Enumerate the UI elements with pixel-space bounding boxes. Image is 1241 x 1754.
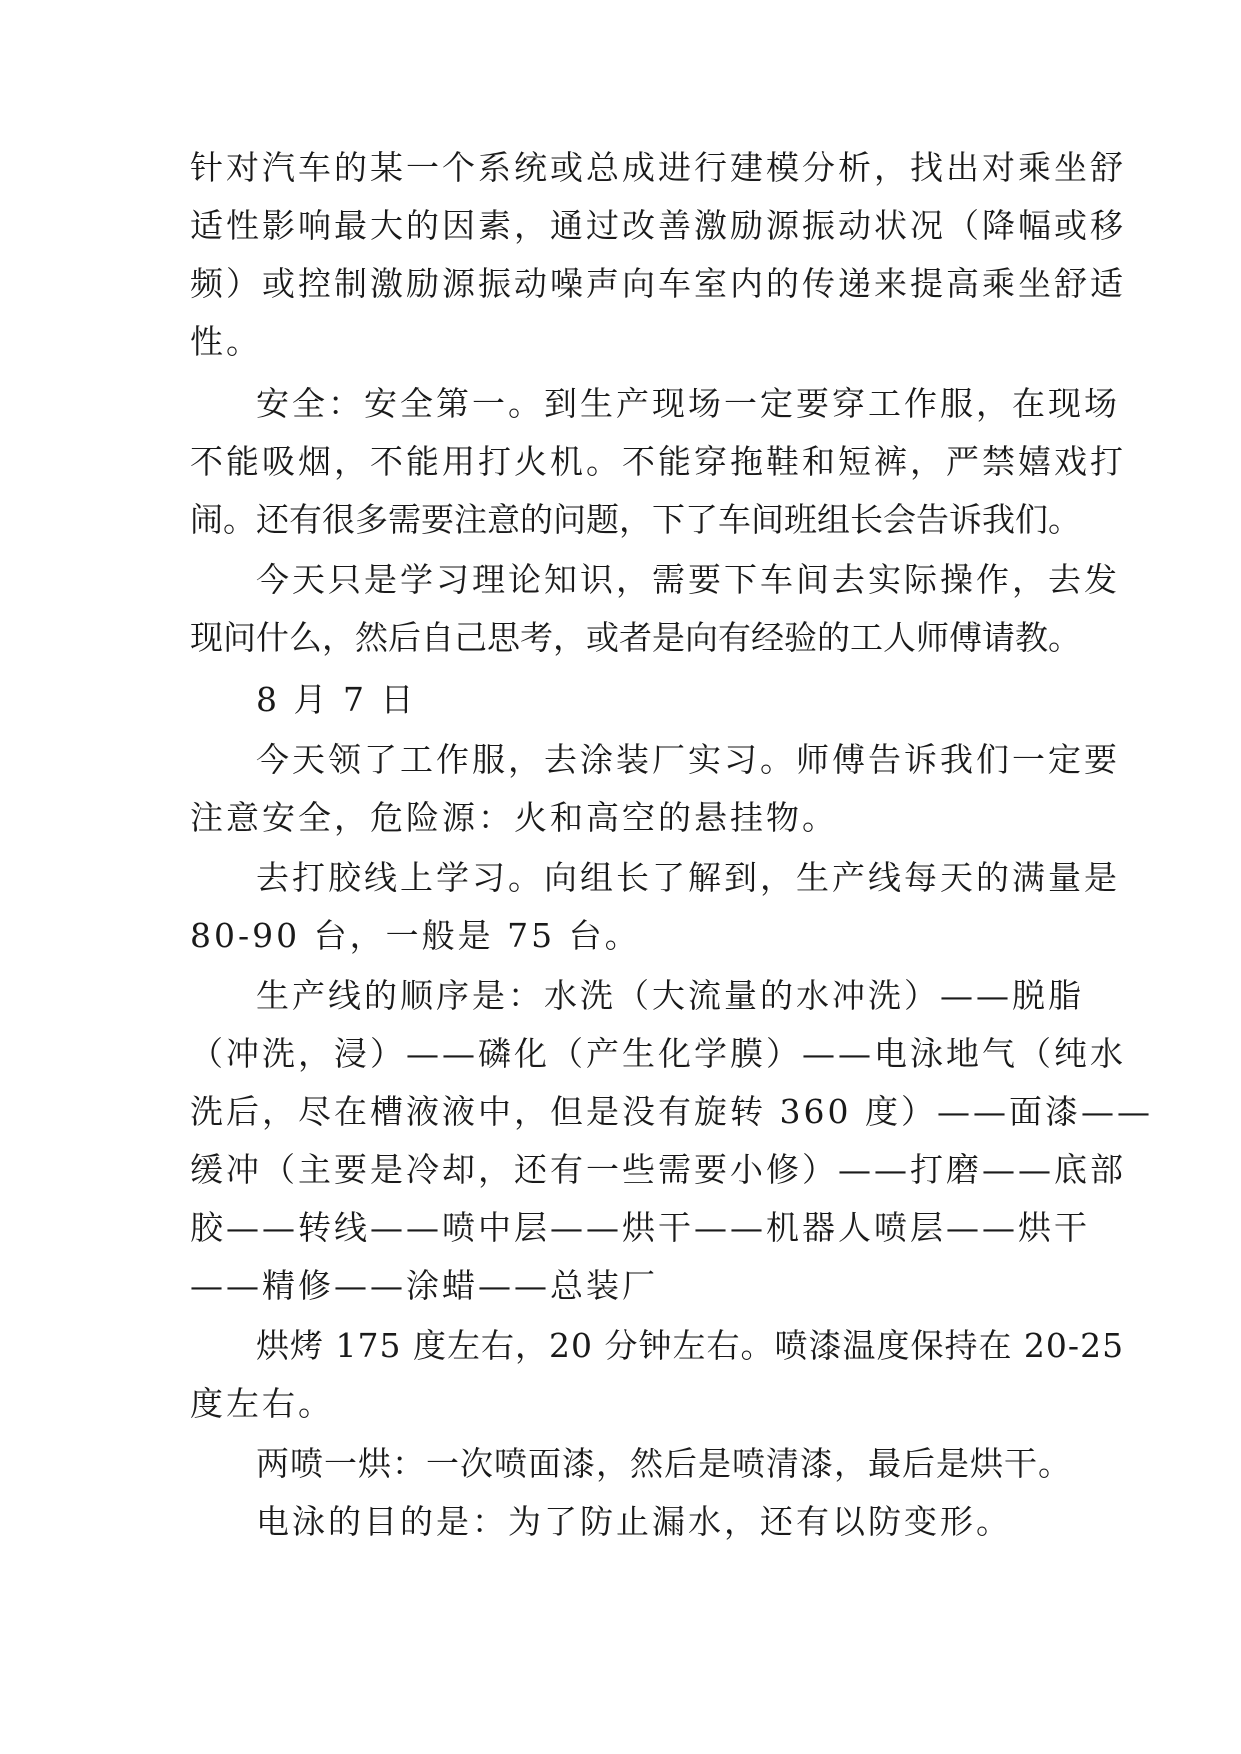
text-line: 不能吸烟，不能用打火机。不能穿拖鞋和短裤，严禁嬉戏打 — [190, 442, 1126, 481]
text-line: 现问什么，然后自己思考，或者是向有经验的工人师傅请教。 — [190, 618, 1081, 657]
text-line: 注意安全，危险源：火和高空的悬挂物。 — [190, 798, 838, 837]
text-line: 闹。还有很多需要注意的问题，下了车间班组长会告诉我们。 — [190, 500, 1081, 539]
text-line: 安全：安全第一。到生产现场一定要穿工作服，在现场 — [256, 384, 1120, 423]
text-line: 去打胶线上学习。向组长了解到，生产线每天的满量是 — [256, 858, 1120, 897]
text-line: 电泳的目的是：为了防止漏水，还有以防变形。 — [256, 1502, 1012, 1541]
text-line: 烘烤 175 度左右，20 分钟左右。喷漆温度保持在 20-25 — [256, 1326, 1125, 1365]
text-line: 80-90 台，一般是 75 台。 — [190, 916, 641, 955]
date-heading: 8 月 7 日 — [256, 680, 417, 719]
text-line: 今天领了工作服，去涂装厂实习。师傅告诉我们一定要 — [256, 740, 1120, 779]
text-line: 生产线的顺序是：水洗（大流量的水冲洗）——脱脂 — [256, 976, 1084, 1015]
text-line: 今天只是学习理论知识，需要下车间去实际操作，去发 — [256, 560, 1120, 599]
text-line: 缓冲（主要是冷却，还有一些需要小修）——打磨——底部 — [190, 1150, 1126, 1189]
text-line: 洗后，尽在槽液液中，但是没有旋转 360 度）——面漆—— — [190, 1092, 1153, 1131]
text-line: 性。 — [190, 322, 262, 361]
text-line: 适性影响最大的因素，通过改善激励源振动状况（降幅或移 — [190, 206, 1126, 245]
text-line: （冲洗，浸）——磷化（产生化学膜）——电泳地气（纯水 — [190, 1034, 1126, 1073]
text-line: 度左右。 — [190, 1384, 334, 1423]
text-line: 两喷一烘：一次喷面漆，然后是喷清漆，最后是烘干。 — [256, 1444, 1072, 1483]
text-line: ——精修——涂蜡——总装厂 — [190, 1266, 658, 1305]
text-line: 频）或控制激励源振动噪声向车室内的传递来提高乘坐舒适 — [190, 264, 1126, 303]
text-line: 针对汽车的某一个系统或总成进行建模分析，找出对乘坐舒 — [190, 148, 1126, 187]
text-line: 胶——转线——喷中层——烘干——机器人喷层——烘干 — [190, 1208, 1090, 1247]
